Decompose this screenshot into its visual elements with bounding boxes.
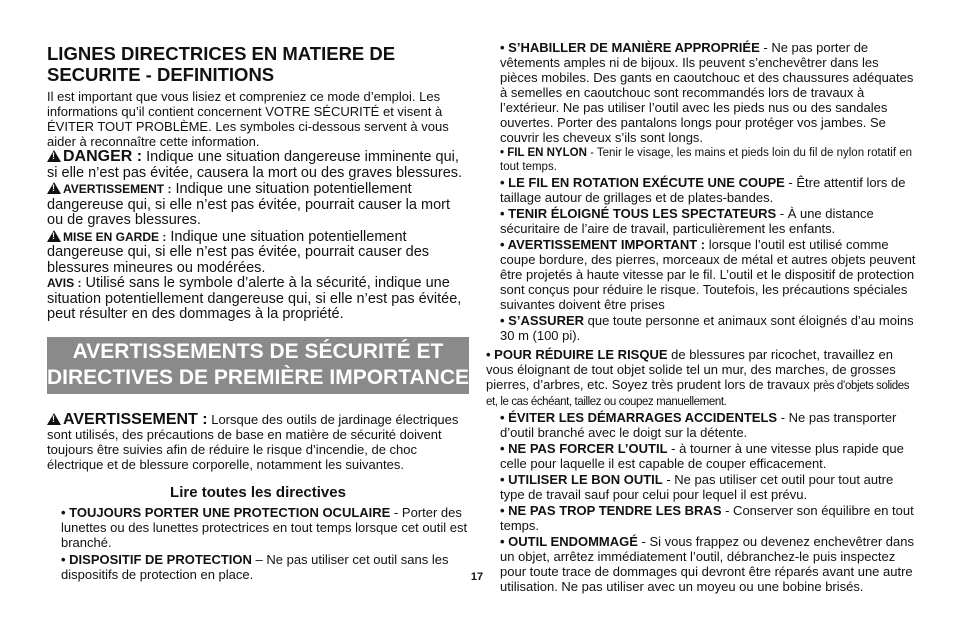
general-warning <box>47 412 469 472</box>
item-label: • UTILISER LE BON OUTIL <box>500 472 663 487</box>
item-text: - Si vous frappez ou devenez enchevêtrer dans un objet, arrêtez immédiatement l’outil, débranchez-le puis inspectez pour toute trace de dommages qui devront être réparés avant une autre utilisation. Ne pas utiliser avec un moyeu ou une bobine brisés. <box>500 534 914 594</box>
item-text: - Ne pas porter de vêtements amples ni de bijoux. Ils peuvent s’enchevêtrer dans les pièces mobiles. Des gants en caoutchouc et des chaussures adéquates à semelles en caoutchouc sont recommandés lors de travaux à l’extérieur. Ne pas utiliser l’outil avec les pieds nus ou des sandales ouvertes. Porter des pantalons longs pour protéger vos jambes. Se couvrir les cheveux s’ils sont longs. <box>500 40 914 145</box>
list-item <box>500 313 916 343</box>
mise-en-garde-label: MISE EN GARDE : <box>63 229 167 244</box>
warning-triangle-icon <box>47 230 61 242</box>
page-number: 17 <box>470 571 484 583</box>
risk-label: • POUR RÉDUIRE LE RISQUE <box>486 347 668 362</box>
avertissement-text: Indique une situation potentiellement dangereuse qui, si elle n’est pas évitée, pourrait causer la mort ou de graves blessures. <box>47 181 450 228</box>
item-label: • NE PAS TROP TENDRE LES BRAS <box>500 503 722 518</box>
list-item <box>500 410 916 440</box>
warning-triangle-icon <box>47 182 61 194</box>
safety-banner <box>47 337 469 394</box>
warning-triangle-icon <box>47 150 61 162</box>
right-column <box>486 40 916 595</box>
banner-line-2: DIRECTIVES DE PREMIÈRE IMPORTANCE <box>47 365 469 389</box>
item-text: - Être attentif lors de taillage autour de grillages et de plates-bandes. <box>500 175 906 205</box>
list-item <box>500 237 916 312</box>
avertissement-label: AVERTISSEMENT : <box>63 182 172 196</box>
risk-item <box>486 347 916 409</box>
item-text: - À une distance sécuritaire de l’aire de travail, particulièrement les enfants. <box>500 206 874 236</box>
item-label: • OUTIL ENDOMMAGÉ <box>500 534 638 549</box>
item-text: - Porter des lunettes ou des lunettes protectrices en tout temps lorsque cet outil est branché. <box>61 504 468 550</box>
item-text: que toute personne et animaux sont éloignés d’au moins 30 m (100 pi). <box>500 313 914 343</box>
danger-label: DANGER : <box>63 148 143 165</box>
item-text: lorsque l’outil est utilisé comme coupe bordure, des pierres, morceaux de métal et autres objets peuvent être projetés à haute vitesse par le fil. L’outil et le dispositif de protection sont conçus pour réduire le risque. Toutefois, les précautions spéciales suivantes doivent être prises <box>500 237 916 312</box>
item-text: - Ne pas utiliser cet outil pour tout autre type de travail sauf pour celui pour lequel il est prévu. <box>500 472 894 502</box>
list-item <box>61 505 469 550</box>
avis-label: AVIS : <box>47 276 82 290</box>
general-warning-text: Lorsque des outils de jardinage électriques sont utilisés, des précautions de base en matière de sécurité doivent toujours être suivies afin de réduire le risque d’incendie, de choc électrique et de blessure corporelle, notamment les suivantes. <box>47 411 459 472</box>
general-warning-label: AVERTISSEMENT : <box>63 410 208 428</box>
item-label: • ÉVITER LES DÉMARRAGES ACCIDENTELS <box>500 410 778 425</box>
item-label: • NE PAS FORCER L’OUTIL <box>500 441 668 456</box>
danger-text: Indique une situation dangereuse imminente qui, si elle n’est pas évitée, causera la mort ou des graves blessures. <box>47 149 463 181</box>
danger-definition <box>47 149 469 181</box>
section-title: LIGNES DIRECTRICES EN MATIERE DE SECURITE - DEFINITIONS <box>47 43 396 85</box>
item-label: • DISPOSITIF DE PROTECTION <box>61 551 252 567</box>
item-text: - Conserver son équilibre en tout temps. <box>500 503 914 533</box>
item-label: • FIL EN NYLON <box>500 147 587 159</box>
item-text: - Tenir le visage, les mains et pieds loin du fil de nylon rotatif en tout temps. <box>500 147 913 173</box>
item-text: - à tourner à une vitesse plus rapide que celle pour laquelle il est capable de couper efficacement. <box>500 441 904 471</box>
item-label: • TENIR ÉLOIGNÉ TOUS LES SPECTATEURS <box>500 206 777 221</box>
item-label: • S’HABILLER DE MANIÈRE APPROPRIÉE <box>500 40 760 55</box>
item-text: - Ne pas transporter d’outil branché avec le doigt sur la détente. <box>500 410 897 440</box>
list-item <box>500 534 916 594</box>
item-label: • S’ASSURER <box>500 313 585 328</box>
list-item <box>500 146 916 174</box>
avertissement-definition <box>47 181 469 229</box>
list-item <box>500 175 916 205</box>
left-column <box>47 43 469 584</box>
list-item <box>500 441 916 471</box>
read-directives-heading: Lire toutes les directives <box>170 483 346 501</box>
risk-text: de blessures par ricochet, travaillez en vous éloignant de tout objet solide tel un mur, des marches, de grosses pierres, d’arbres, etc. Soyez très prudent lors de travaux <box>486 347 896 392</box>
avis-text: Utilisé sans le symbole d’alerte à la sécurité, indique une situation potentiellement dangereuse qui, si elle n’est pas évitée, peut résulter en des dommages à la propriété. <box>47 275 462 322</box>
item-label: • AVERTISSEMENT IMPORTANT : <box>500 237 706 252</box>
list-item <box>500 472 916 502</box>
item-text: – Ne pas utiliser cet outil sans les dispositifs de protection en place. <box>61 551 449 582</box>
list-item <box>500 40 916 145</box>
item-label: • TOUJOURS PORTER UNE PROTECTION OCULAIRE <box>61 504 391 520</box>
item-label: • LE FIL EN ROTATION EXÉCUTE UNE COUPE <box>500 175 785 190</box>
warning-triangle-icon <box>47 413 61 425</box>
avis-definition <box>47 276 469 323</box>
list-item <box>500 503 916 533</box>
banner-line-1: AVERTISSEMENTS DE SÉCURITÉ ET <box>72 339 444 363</box>
list-item <box>500 206 916 236</box>
risk-text-small: près d’objets solides et, le cas échéant, taillez ou coupez manuellement. <box>486 380 910 408</box>
intro-paragraph: Il est important que vous lisiez et compreniez ce mode d’emploi. Les informations qu’il contient concernent VOTRE SÉCURITÉ et visent à ÉVITER TOUT PROBLÈME. Les symboles ci-dessous servent à vous aider à reconnaître cette information. <box>47 89 449 149</box>
mise-en-garde-text: Indique une situation potentiellement dangereuse qui, si elle n’est pas évitée, pourrait causer des blessures mineures ou modérées. <box>47 228 430 276</box>
mise-en-garde-definition <box>47 229 469 277</box>
